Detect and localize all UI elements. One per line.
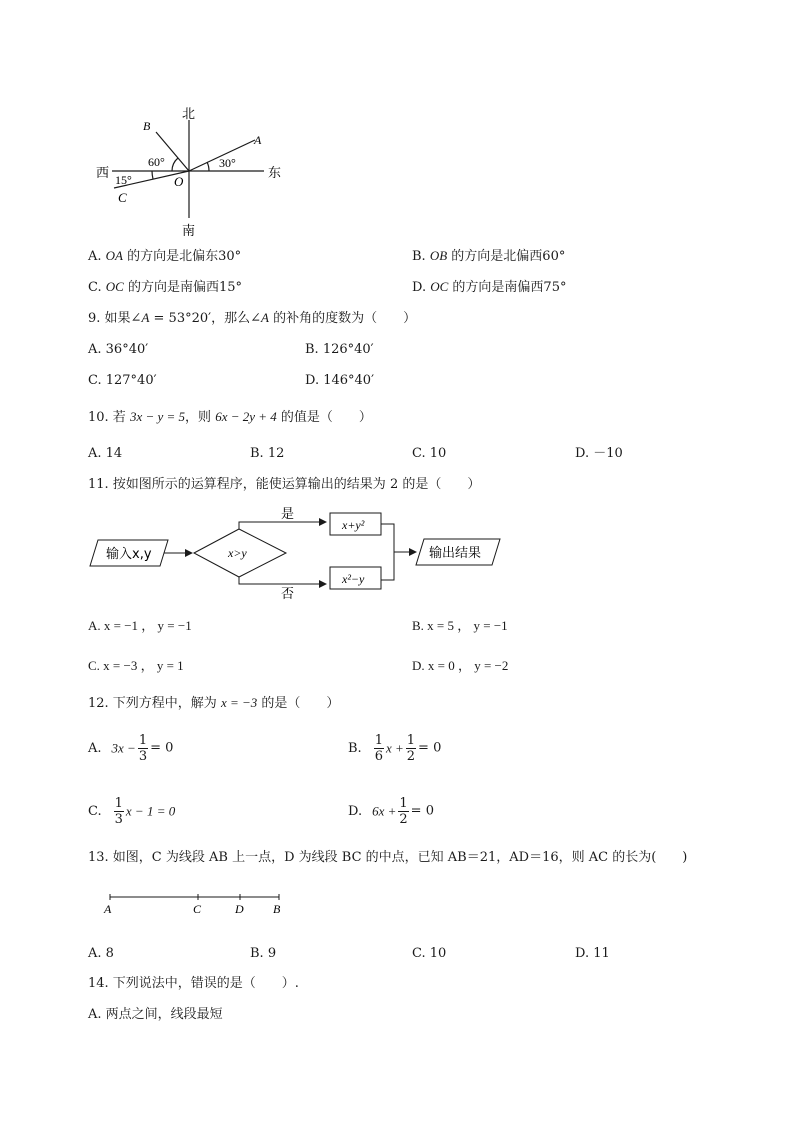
q11-option-a: A. x = −1 ， y = −1 (88, 618, 192, 633)
yes-path (239, 522, 326, 529)
q11-stem: 11. 按如图所示的运算程序，能使运算输出的结果为 2 的是（ ） (88, 477, 481, 492)
q10-option-a: A. 14 (88, 446, 123, 461)
fraction: $\frac{1}{2}$ (406, 733, 416, 764)
seg-point-B: B (273, 902, 281, 916)
south-label: 南 (182, 224, 196, 239)
q12-stem: 12. 下列方程中，解为 x = −3 的是（ ） (88, 695, 340, 711)
seg-point-C: C (193, 902, 202, 916)
q13-segment-figure (100, 888, 290, 918)
q11-option-c: C. x = −3 ， y = 1 (88, 658, 184, 673)
angle-30-label: 30° (219, 156, 236, 170)
seg-point-A: A (104, 902, 112, 916)
flow-input-label: 输入x,y (106, 547, 152, 562)
arc-15 (152, 171, 153, 179)
q10-option-d: D. －10 (575, 446, 623, 461)
q11-option-d: D. x = 0 ， y = −2 (412, 658, 509, 673)
compass-figure (90, 100, 290, 240)
q9-option-b: B. 126°40′ (305, 342, 374, 357)
yes-merge-line (381, 524, 394, 580)
q10-option-c: C. 10 (412, 446, 447, 461)
fraction: $\frac{1}{6}$ (374, 733, 383, 764)
q13-option-c: C. 10 (412, 946, 447, 961)
q13-option-b: B. 9 (250, 946, 277, 961)
arc-30 (207, 162, 209, 171)
q9-option-c: C. 127°40′ (88, 373, 157, 388)
q9-stem: 9. 如果∠A = 53°20′，那么∠A 的补角的度数为（ ） (88, 310, 417, 326)
q8-option-a: A. OA 的方向是北偏东30° (88, 248, 242, 264)
flow-output-label: 输出结果 (429, 546, 482, 561)
q12-option-d: D. 6x + $\frac{1}{2}$ = 0 (348, 796, 434, 827)
q11-flowchart (88, 500, 508, 600)
q14-option-a: A. 两点之间，线段最短 (88, 1007, 223, 1022)
q10-option-b: B. 12 (250, 446, 285, 461)
angle-15-label: 15° (115, 173, 132, 187)
flow-condition-label: x>y (228, 546, 247, 560)
arc-60 (172, 158, 178, 171)
q13-option-d: D. 11 (575, 946, 610, 961)
flow-no-label: 否 (281, 587, 295, 600)
q8-option-c: C. OC 的方向是南偏西15° (88, 279, 242, 295)
q12-option-b: B. $\frac{1}{6}$ x + $\frac{1}{2}$ = 0 (348, 733, 442, 764)
point-C-label: C (118, 190, 127, 205)
east-label: 东 (268, 166, 282, 181)
fraction: $\frac{1}{2}$ (399, 796, 408, 827)
q11-option-b: B. x = 5 ， y = −1 (412, 618, 508, 633)
flow-no-expression: x²−y (342, 572, 365, 586)
north-label: 北 (182, 107, 196, 122)
angle-60-label: 60° (148, 155, 165, 169)
point-O-label: O (174, 174, 184, 189)
q10-stem: 10. 若 3x − y = 5，则 6x − 2y + 4 的值是（ ） (88, 409, 372, 425)
q8-option-d: D. OC 的方向是南偏西75° (412, 279, 567, 295)
q13-option-a: A. 8 (88, 946, 114, 961)
flow-yes-expression: x+y² (342, 518, 365, 532)
q9-option-a: A. 36°40′ (88, 342, 149, 357)
flow-yes-label: 是 (281, 507, 295, 522)
seg-point-D: D (235, 902, 244, 916)
fraction: $\frac{1}{3}$ (114, 796, 123, 827)
point-B-label: B (143, 119, 151, 133)
west-label: 西 (96, 166, 110, 181)
q8-option-b: B. OB 的方向是北偏西60° (412, 248, 566, 264)
no-path (239, 577, 326, 584)
fraction: $\frac{1}{3}$ (138, 733, 148, 764)
q13-stem: 13. 如图，C 为线段 AB 上一点，D 为线段 BC 的中点，已知 AB＝21，AD＝16，则 AC 的长为( ) (88, 850, 688, 865)
q9-option-d: D. 146°40′ (305, 373, 375, 388)
q14-stem: 14. 下列说法中，错误的是（ ）. (88, 976, 299, 991)
q12-option-a: A. 3x − $\frac{1}{3}$ = 0 (88, 733, 174, 764)
point-A-label: A (254, 133, 262, 147)
q12-option-c: C. $\frac{1}{3}$ x − 1 = 0 (88, 796, 176, 827)
